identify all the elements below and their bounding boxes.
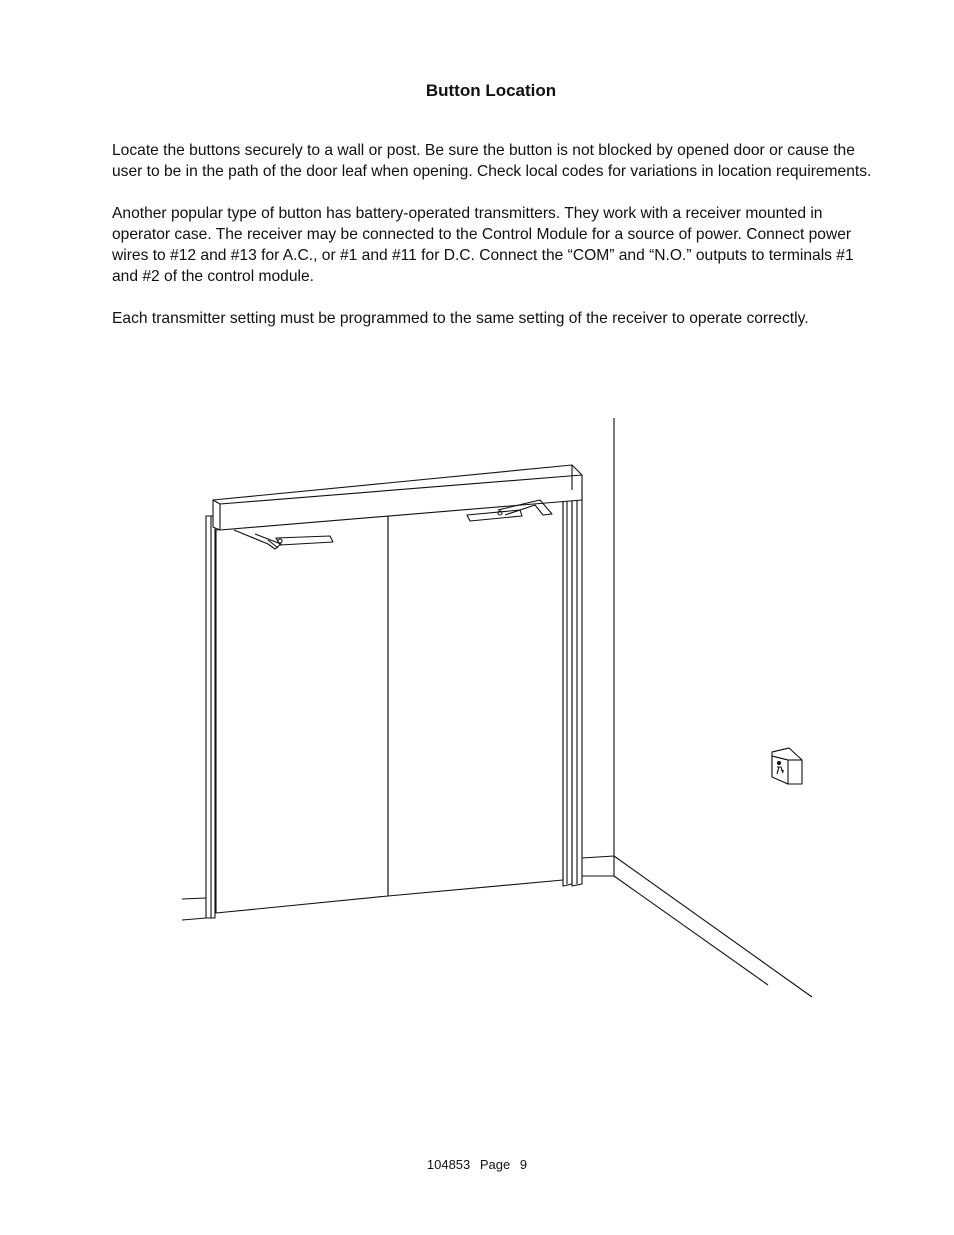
- door-illustration: [170, 410, 830, 1010]
- body-text: [112, 140, 872, 350]
- page-footer: 104853 Page 9: [426, 1157, 528, 1172]
- right-door-frame: [563, 484, 582, 886]
- paragraph-1: Locate the buttons securely to a wall or post. Be sure the button is not blocked by opened door or cause the user to be in the path of the door leaf when opening. Check local codes for variations in location requirements.: [112, 142, 872, 180]
- paragraph-2: Another popular type of button has battery-operated transmitters. They work with a receiver mounted in operator case. The receiver may be connected to the Control Module for a source of power. Connect power wires to #12 and #13 for A.C., or #1 and #11 for D.C. Connect the “COM” and “N.O.” outputs to terminals #1 and #2 of the control module.: [112, 205, 854, 285]
- baseboard: [582, 856, 812, 997]
- left-door-leaf: [216, 512, 388, 913]
- floor: [182, 898, 206, 920]
- paragraph-3: Each transmitter setting must be programmed to the same setting of the receiver to operate correctly.: [112, 310, 809, 327]
- right-door-leaf: [388, 494, 563, 896]
- left-door-arm: [234, 530, 333, 549]
- push-button-icon: [772, 748, 802, 784]
- page-title: Button Location: [425, 81, 557, 100]
- left-door-frame: [206, 516, 215, 918]
- door-operator-header: [213, 465, 582, 530]
